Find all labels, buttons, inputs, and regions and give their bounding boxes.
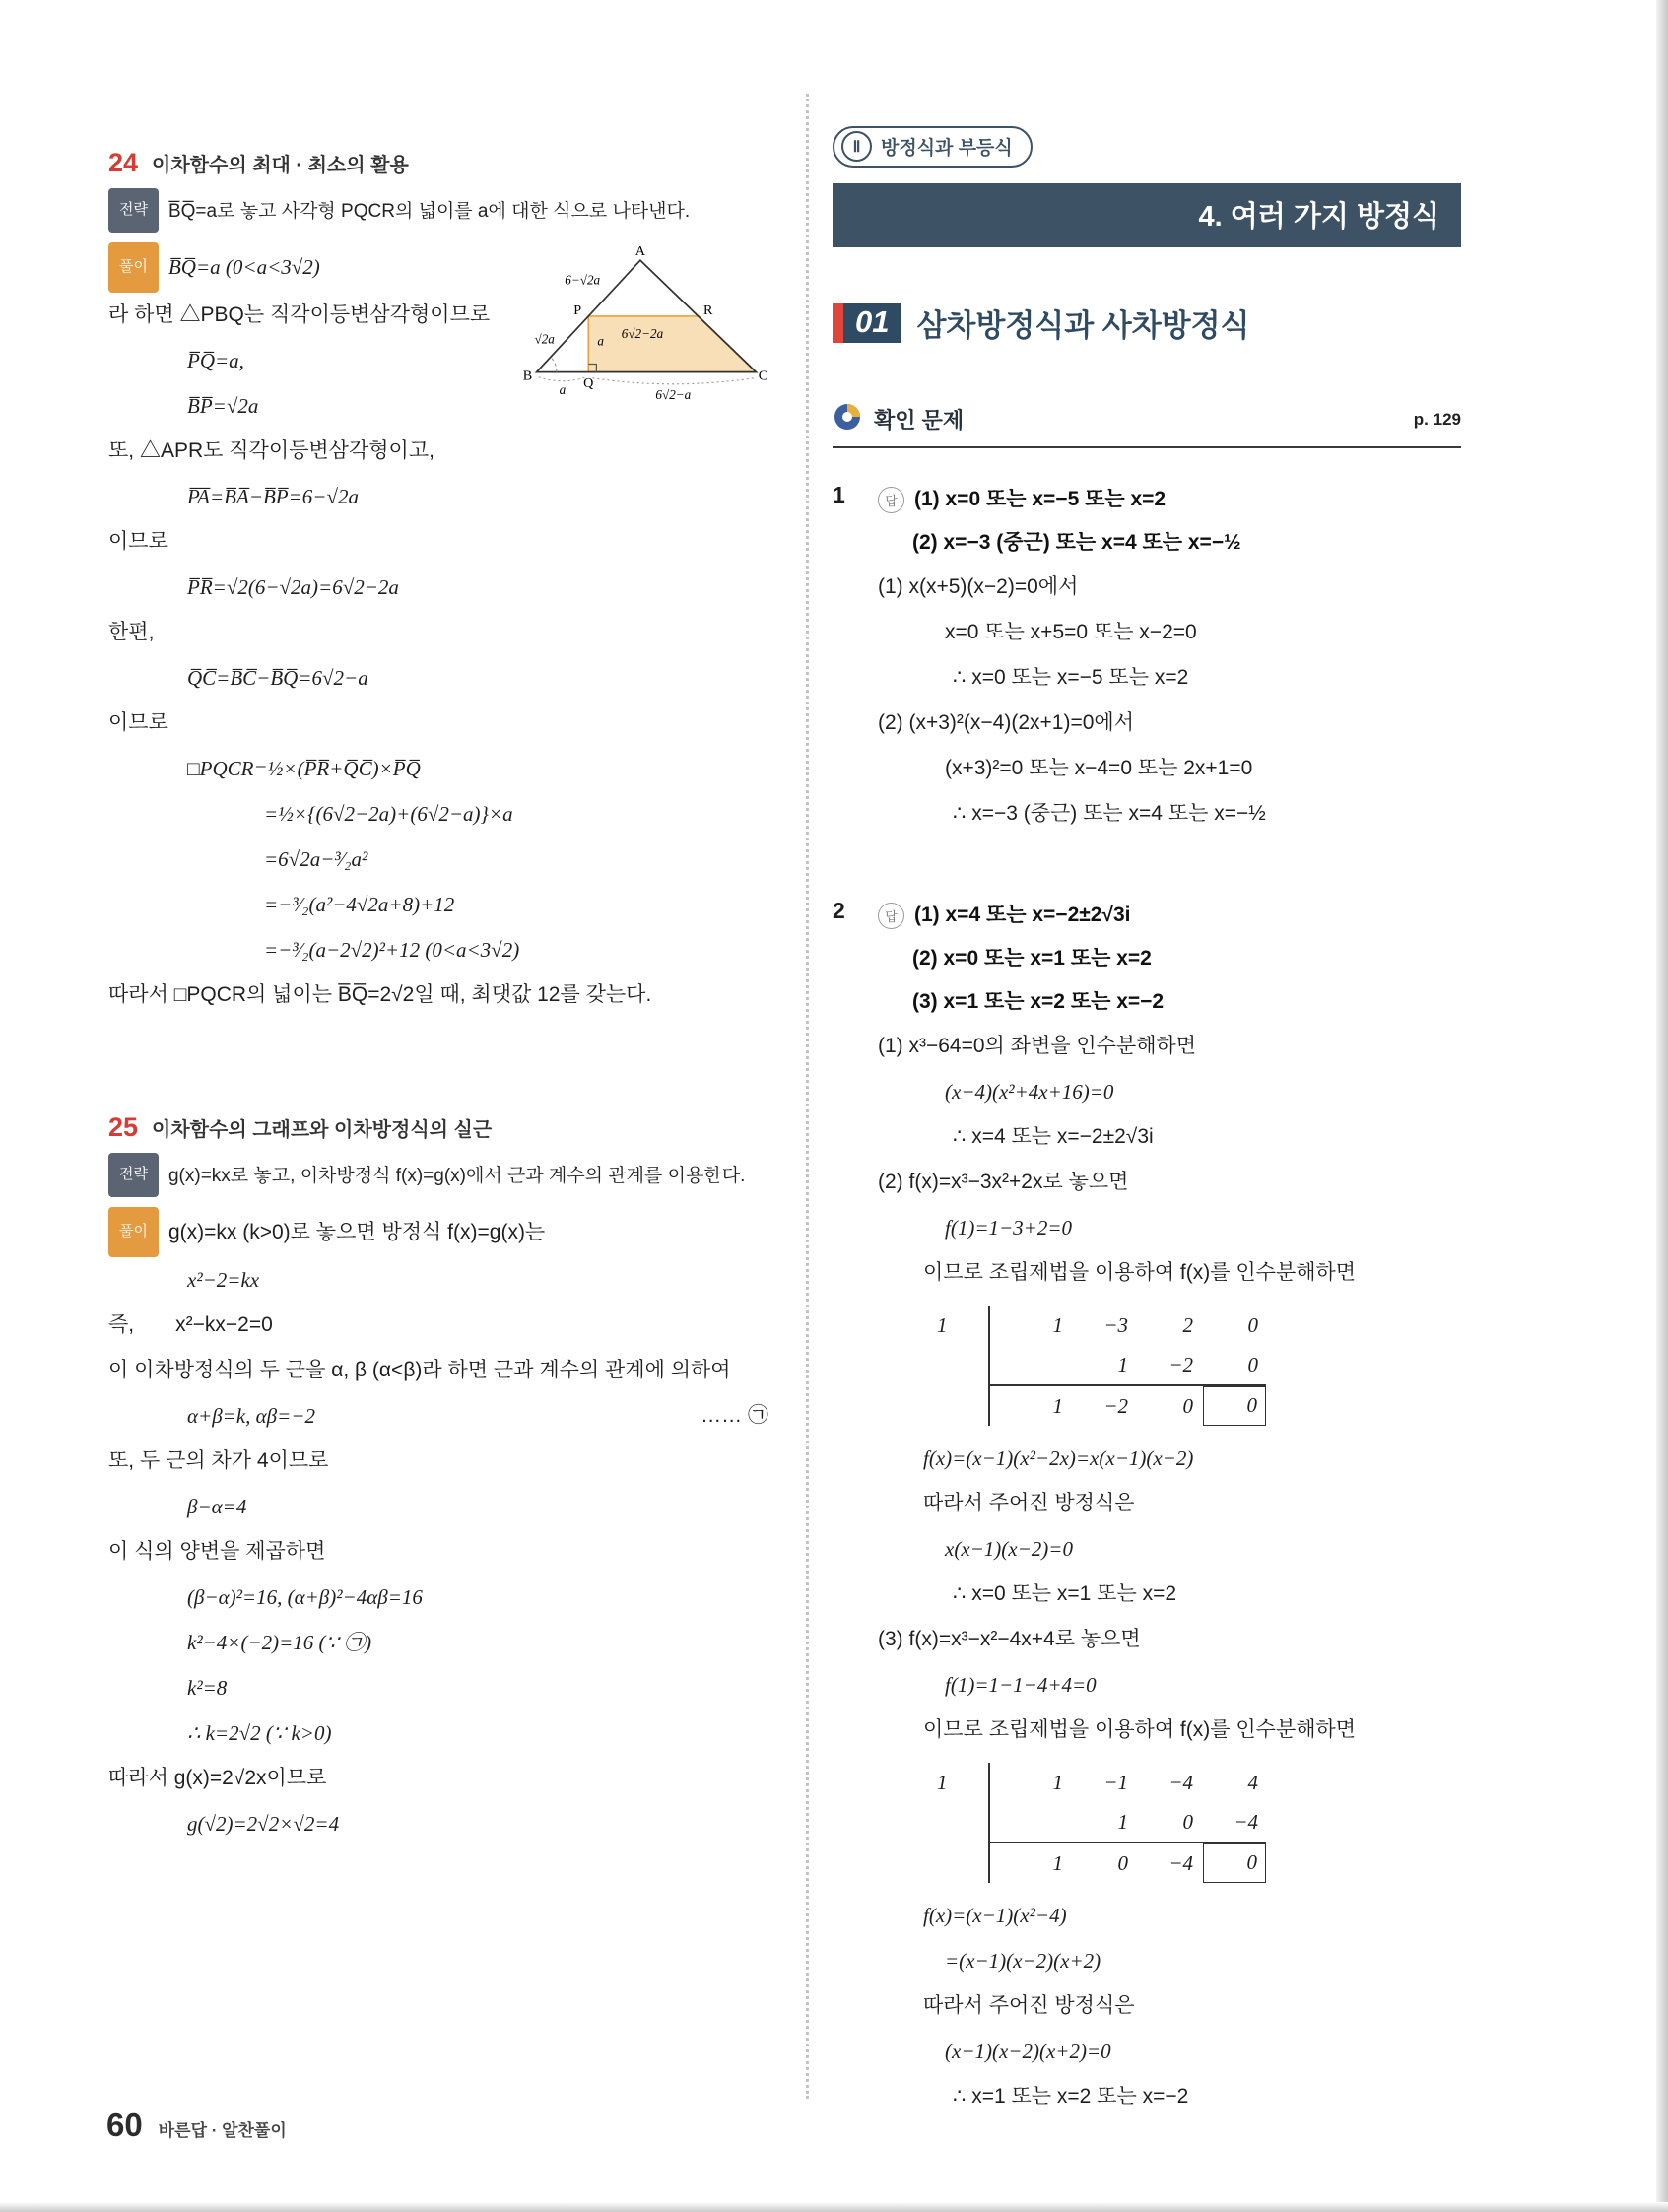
row-cells	[988, 1345, 1258, 1384]
text-line: 한편,	[108, 621, 155, 643]
answer-text: (2) x=−3 (중근) 또는 x=4 또는 x=−½	[912, 531, 1241, 554]
length-arc-qc	[592, 378, 754, 384]
column-divider	[806, 94, 809, 2099]
cell: −4	[1168, 1771, 1193, 1794]
text-line: 이므로	[108, 711, 168, 734]
row-cells	[988, 1802, 1258, 1842]
vertex-q-label: Q	[583, 374, 594, 391]
formula-line: k²−4×(−2)=16 (∵ ㉠)	[187, 1631, 372, 1654]
base-bq-label: a	[559, 381, 567, 397]
solution-badge: 풀이	[108, 1207, 159, 1257]
check-problems-icon	[833, 402, 862, 436]
page-number: 60	[106, 2107, 143, 2143]
page-edge-right	[1656, 0, 1668, 2212]
cell: 0	[1247, 1353, 1258, 1376]
text-line: 또, △APR도 직각이등변삼각형이고,	[108, 439, 434, 462]
row-cells	[988, 1384, 1266, 1426]
unit-title: 방정식과 부등식	[881, 138, 1013, 159]
vertex-p-label: P	[573, 302, 582, 318]
text-line: 따라서 □PQCR의 넓이는 B̅Q̅=2√2일 때, 최댓값 12를 갖는다.	[108, 983, 652, 1006]
cell	[998, 1345, 1063, 1384]
formula-line: β−α=4	[187, 1495, 247, 1518]
vertex-r-label: R	[703, 302, 713, 318]
synthetic-division-table-1	[937, 1306, 1461, 1426]
segment-ap-label: 6−√2a	[565, 272, 601, 288]
formula-line: f(x)=(x−1)(x²−2x)=x(x−1)(x−2)	[923, 1446, 1194, 1470]
solution-badge: 풀이	[108, 242, 159, 293]
formula-line: □PQCR=½×(P̅R̅+Q̅C̅)×P̅Q̅	[187, 757, 421, 780]
solution-line: (x+3)²=0 또는 x−4=0 또는 2x+1=0	[945, 757, 1253, 779]
formula-line: P̅A̅=B̅A̅−B̅P̅=6−√2a	[187, 485, 359, 508]
check-problems-header	[833, 402, 1461, 436]
strategy-badge: 전략	[108, 188, 159, 233]
cell: 0	[1247, 1313, 1258, 1337]
answer-text: (1) x=4 또는 x=−2±2√3i	[914, 904, 1131, 926]
formula-line: (x−1)(x−2)(x+2)=0	[945, 2040, 1111, 2063]
text-line: 이므로	[108, 530, 168, 553]
text-line: 이 이차방정식의 두 근을 α, β (α<β)라 하면 근과 계수의 관계에 의하여	[108, 1359, 731, 1381]
text-line: 즉, x²−kx−2=0	[108, 1313, 273, 1336]
answer-text: (2) x=0 또는 x=1 또는 x=2	[912, 947, 1152, 970]
strategy-paragraph	[108, 1153, 774, 1197]
strategy-text: B̅Q̅=a로 놓고 사각형 PQCR의 넓이를 a에 대한 식으로 나타낸다.	[167, 201, 691, 222]
row-cells	[988, 1842, 1266, 1883]
formula-line: =½×{(6√2−2a)+(6√2−a)}×a	[264, 802, 513, 826]
row-cells	[988, 1763, 1258, 1802]
strategy-text: g(x)=kx로 놓고, 이차방정식 f(x)=g(x)에서 근과 계수의 관계를 이용한다.	[167, 1166, 746, 1186]
cell: 4	[1247, 1771, 1258, 1794]
synthetic-row	[937, 1802, 1461, 1842]
check-problem-1	[833, 478, 1461, 837]
solution-line: ∴ x=−3 (중근) 또는 x=4 또는 x=−½	[953, 802, 1266, 825]
problem-number: 24	[108, 148, 139, 177]
cell: −4	[1168, 1851, 1193, 1875]
formula-line: k²=8	[187, 1676, 228, 1700]
triangle-diagram-svg	[516, 244, 774, 402]
solution-line: (3) f(x)=x³−x²−4x+4로 놓으면	[878, 1628, 1141, 1650]
section-number: 01	[855, 303, 890, 339]
solution-line: ∴ x=0 또는 x=−5 또는 x=2	[953, 666, 1189, 689]
strategy-badge: 전략	[108, 1153, 159, 1197]
cell	[998, 1802, 1063, 1842]
cell: 0	[1117, 1851, 1128, 1875]
formula: B̅Q̅=a (0<a<3√2)	[167, 255, 320, 279]
divisor-cell	[937, 1842, 988, 1883]
problem-number: 1	[833, 482, 845, 507]
formula-line: B̅P̅=√2a	[187, 394, 259, 418]
synthetic-row	[937, 1763, 1461, 1802]
cell: 1	[1117, 1810, 1128, 1834]
section-title: 삼차방정식과 사차방정식	[916, 308, 1250, 343]
vertex-a-label: A	[634, 244, 646, 260]
solution-line: 이므로 조립제법을 이용하여 f(x)를 인수분해하면	[923, 1718, 1357, 1741]
synthetic-result-row	[937, 1384, 1461, 1426]
angle-arc-b	[551, 357, 557, 371]
solution-line: ∴ x=1 또는 x=2 또는 x=−2	[953, 2085, 1189, 2108]
solution-line: ∴ x=0 또는 x=1 또는 x=2	[953, 1582, 1177, 1605]
cell: −1	[1103, 1771, 1128, 1794]
problem-25-solution	[108, 1207, 774, 1846]
page-edge-bottom	[0, 2202, 1668, 2212]
section-header	[833, 301, 1461, 345]
text-line: 또, 두 근의 차가 4이므로	[108, 1449, 329, 1472]
cell: 2	[1182, 1313, 1193, 1337]
cell: 1	[1117, 1353, 1128, 1376]
formula-line: =6√2a−³⁄₂a²	[264, 847, 368, 871]
shaded-trapezoid-pqcr	[588, 316, 756, 372]
unit-badge	[833, 126, 1033, 168]
triangle-diagram	[516, 244, 774, 402]
check-problems-title: 확인 문제	[874, 408, 965, 433]
solution-line: ∴ x=4 또는 x=−2±2√3i	[953, 1125, 1154, 1148]
problem-25	[108, 1112, 774, 1846]
solution-line: (2) (x+3)²(x−4)(2x+1)=0에서	[878, 711, 1134, 734]
book-title: 바른답 · 알찬풀이	[158, 2121, 287, 2140]
chapter-banner: 4. 여러 가지 방정식	[833, 183, 1461, 247]
synthetic-division-table-2	[937, 1763, 1461, 1883]
cell: 1	[1052, 1851, 1063, 1875]
page-reference: p. 129	[1413, 409, 1461, 429]
problem-title: 이차함수의 그래프와 이차방정식의 실근	[152, 1119, 493, 1141]
section-number-badge	[833, 303, 901, 343]
formula-line: =(x−1)(x−2)(x+2)	[945, 1949, 1101, 1973]
solution-line: (2) f(x)=x³−3x²+2x로 놓으면	[878, 1171, 1129, 1193]
formula-line: f(1)=1−3+2=0	[945, 1216, 1073, 1240]
vertex-b-label: B	[522, 368, 533, 384]
problem-number: 2	[833, 898, 845, 923]
solution-line: x=0 또는 x+5=0 또는 x−2=0	[945, 621, 1197, 643]
problem-number: 25	[108, 1112, 139, 1142]
synthetic-row	[937, 1345, 1461, 1384]
strategy-paragraph	[108, 188, 774, 233]
cell: −2	[1103, 1394, 1128, 1418]
synthetic-result-row	[937, 1842, 1461, 1883]
header-rule	[833, 446, 1461, 448]
formula-line: P̅R̅=√2(6−√2a)=6√2−2a	[187, 575, 399, 599]
answer-badge: 답	[878, 903, 904, 929]
formula-line: f(x)=(x−1)(x²−4)	[923, 1904, 1067, 1927]
base-qc-label: 6√2−a	[655, 386, 692, 402]
text-line: 이 식의 양변을 제곱하면	[108, 1540, 326, 1563]
segment-bp-label: √2a	[534, 331, 555, 347]
synthetic-row	[937, 1306, 1461, 1345]
formula-line: P̅Q̅=a,	[187, 349, 244, 372]
formula-line: Q̅C̅=B̅C̅−B̅Q̅=6√2−a	[187, 666, 368, 690]
remainder-cell: 0	[1203, 1386, 1266, 1426]
problem-24-header	[108, 148, 774, 178]
length-arc-bq	[539, 377, 587, 381]
divisor-cell	[937, 1802, 988, 1842]
formula-line: x²−2=kx	[187, 1268, 260, 1292]
cell: −3	[1103, 1313, 1128, 1337]
answer-text: (3) x=1 또는 x=2 또는 x=−2	[912, 990, 1165, 1013]
text-line: 따라서 g(x)=2√2x이므로	[108, 1767, 327, 1789]
remainder-cell: 0	[1203, 1843, 1266, 1883]
solution-line: 따라서 주어진 방정식은	[923, 1492, 1135, 1514]
answer-row	[878, 478, 1461, 521]
cell: 0	[1182, 1810, 1193, 1834]
answer-text: (1) x=0 또는 x=−5 또는 x=2	[914, 488, 1167, 510]
divisor-cell	[937, 1345, 988, 1384]
formula-line: (x−4)(x²+4x+16)=0	[945, 1080, 1114, 1104]
problem-24-solution	[108, 242, 774, 1018]
cell: −2	[1168, 1353, 1193, 1376]
text-line: 라 하면 △PBQ는 직각이등변삼각형이므로	[108, 303, 491, 326]
formula-line: =−³⁄₂(a²−4√2a+8)+12	[264, 893, 455, 916]
formula-line: g(√2)=2√2×√2=4	[187, 1812, 340, 1836]
problem-title: 이차함수의 최대 · 최소의 활용	[152, 155, 409, 176]
cell: 1	[1052, 1394, 1063, 1418]
right-column	[833, 126, 1461, 2119]
cell: 0	[1182, 1394, 1193, 1418]
solution-line	[108, 1207, 774, 1257]
left-column	[108, 148, 774, 1846]
row-cells	[988, 1306, 1258, 1345]
answer-badge: 답	[878, 487, 904, 513]
solution-line: (1) x(x+5)(x−2)=0에서	[878, 575, 1079, 598]
formula-line: (β−α)²=16, (α+β)²−4αβ=16	[187, 1585, 423, 1609]
check-problem-2	[833, 894, 1461, 2119]
unit-roman-numeral: Ⅱ	[841, 131, 872, 162]
formula-line: =−³⁄₂(a−2√2)²+12 (0<a<3√2)	[264, 938, 520, 962]
cell: −4	[1234, 1810, 1258, 1834]
cell: 1	[1052, 1313, 1063, 1337]
formula: α+β=k, αβ=−2	[187, 1404, 315, 1428]
vertex-c-label: C	[758, 368, 768, 384]
problem-body	[878, 894, 1461, 2119]
solution-line: 이므로 조립제법을 이용하여 f(x)를 인수분해하면	[923, 1261, 1357, 1284]
cell: 1	[1052, 1771, 1063, 1794]
formula-line: ∴ k=2√2 (∵ k>0)	[187, 1721, 332, 1745]
divisor-cell: 1	[937, 1771, 948, 1794]
divisor-cell: 1	[937, 1313, 948, 1337]
divisor-cell	[937, 1384, 988, 1426]
text: g(x)=kx (k>0)로 놓으면 방정식 f(x)=g(x)는	[167, 1221, 546, 1243]
formula-line: x(x−1)(x−2)=0	[945, 1537, 1073, 1561]
segment-pr-label: 6√2−2a	[621, 326, 664, 342]
solution-line: (1) x³−64=0의 좌변을 인수분해하면	[878, 1035, 1197, 1057]
segment-pq-label: a	[597, 333, 604, 349]
answer-row	[878, 894, 1461, 937]
page-footer	[106, 2107, 287, 2144]
reference-mark: …… ㉠	[701, 1404, 768, 1427]
solution-line: 따라서 주어진 방정식은	[923, 1994, 1135, 2017]
formula-line: f(1)=1−1−4+4=0	[945, 1673, 1097, 1697]
formula-line-with-reference	[187, 1393, 774, 1439]
problem-24	[108, 148, 774, 1018]
problem-body	[878, 478, 1461, 837]
problem-25-header	[108, 1112, 774, 1143]
